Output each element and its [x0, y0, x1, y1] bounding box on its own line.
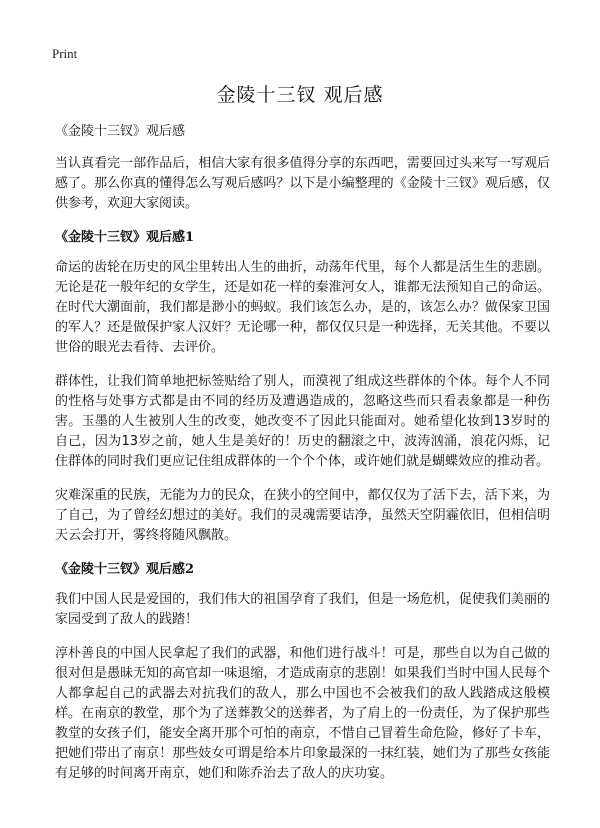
article-body: [55, 122, 550, 798]
paragraph: 灾难深重的民族，无能为力的民众，在狭小的空间中，都仅仅为了活下去，活下来，为了自己，为了曾经幻想过的美好。我们的灵魂需要诘净，虽然天空阴霾依旧，但相信明天云会打开，雾终将随风飘散。: [55, 488, 550, 543]
paragraph: 淳朴善良的中国人民拿起了我们的武器，和他们进行战斗！可是，那些自以为自己做的很对但是愚昧无知的高官却一味退缩，才造成南京的悲剧！如果我们当时中国人民每个人都拿起自己的武器去对抗我们的敌人，那么中国也不会被我们的敌人践踏成这般模样。在南京的教堂，那个为了送葬教父的送葬者，为了肩上的一份责任，为了保护那些教堂的女孩子们，能安全离开那个可怕的南京，不惜自己冒着生命危险，修好了卡车，把她们带出了南京！那些妓女可谓是给本片印象最深的一抹红装，她们为了那些女孩能有足够的时间离开南京，她们和陈乔治去了敌人的庆功宴。: [55, 646, 550, 781]
paragraph: 命运的齿轮在历史的风尘里转出人生的曲折，动荡年代里，每个人都是活生生的悲剧。无论是花一般年纪的女学生，还是如花一样的秦淮河女人，谁都无法预知自己的命运。在时代大潮面前，我们都是渺小的蚂蚁。我们该怎么办，是的，该怎么办？做保家卫国的军人？还是做保护家人汉奸？无论哪一种，都仅仅只是一种选择，无关其他。不要以世俗的眼光去看待、去评价。: [55, 260, 550, 355]
article-subtitle: 《金陵十三钗》观后感: [55, 124, 186, 139]
paragraph: 群体性，让我们简单地把标签贴给了别人，而漠视了组成这些群体的个体。每个人不同的性格与处事方式都是由不同的经历及遭遇造成的，忽略这些而只看表象都是一种伤害。玉墨的人生被别人生的改变，她改变不了因此只能面对。她希望化妆到13岁时的自己，因为13岁之前，她人生是美好的！历史的翻滚之中，波涛汹涌，浪花闪烁，记住群体的同时我们更应记住组成群体的一个个个体，或许她们就是蝴蝶效应的推动者。: [55, 374, 550, 469]
paragraph: 我们中国人民是爱国的，我们伟大的祖国孕育了我们，但是一场危机，促使我们美丽的家园受到了敌人的践踏！: [55, 592, 550, 627]
section-heading-2: 《金陵十三钗》观后感2: [55, 562, 195, 577]
intro-paragraph: 当认真看完一部作品后，相信大家有很多值得分享的东西吧，需要回过头来写一写观后感了。那么你真的懂得怎么写观后感吗？以下是小编整理的《金陵十三钗》观后感，仅供参考，欢迎大家阅读。: [55, 156, 550, 211]
print-link[interactable]: Print: [52, 46, 78, 61]
section-heading-1: 《金陵十三钗》观后感1: [55, 230, 195, 245]
page-title: 金陵十三钗 观后感: [216, 84, 384, 106]
